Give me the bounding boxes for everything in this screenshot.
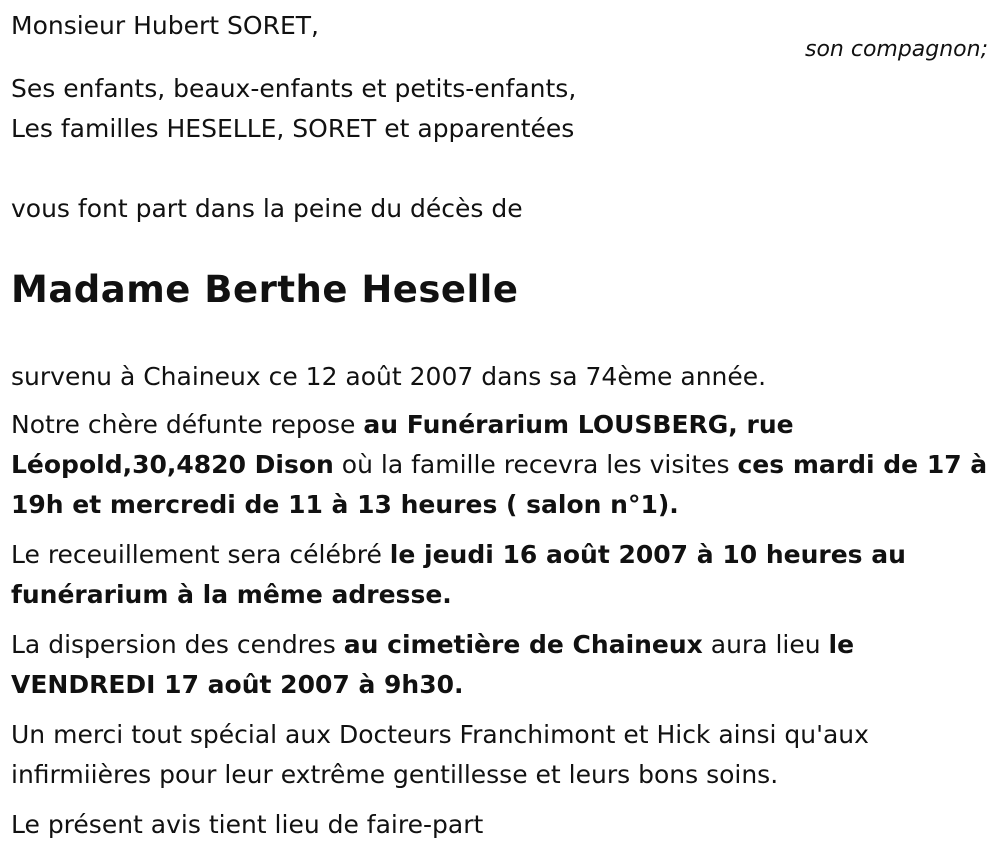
family-line-companion: Monsieur Hubert SORET,	[11, 11, 319, 40]
receuillement-details: le jeudi 16 août 2007 à 10 heures au funérarium à la même adresse.	[11, 540, 906, 609]
thanks-paragraph: Un merci tout spécial aux Docteurs Franchimont et Hick ainsi qu'aux infirmiières pour leur extrême gentillesse et leurs bons soins.	[11, 720, 869, 789]
dispersion-date: le VENDREDI 17 août 2007 à 9h30.	[11, 630, 855, 699]
dispersion-paragraph	[11, 625, 996, 705]
repose-text-1: Notre chère défunte repose	[11, 410, 364, 439]
deceased-name: Madame Berthe Heselle	[11, 268, 519, 311]
repose-location: au Funérarium LOUSBERG, rue Léopold,30,4820 Dison	[11, 410, 794, 479]
companion-relation-note: son compagnon;	[804, 37, 988, 62]
family-line-children: Ses enfants, beaux-enfants et petits-enfants,	[11, 74, 577, 103]
visiting-hours: ces mardi de 17 à 19h et mercredi de 11 à 13 heures ( salon n°1).	[11, 450, 988, 519]
footer-note: Le présent avis tient lieu de faire-part	[11, 810, 484, 839]
receuillement-text-1: Le receuillement sera célébré	[11, 540, 390, 569]
repose-text-2: où la famille recevra les visites	[333, 450, 738, 479]
family-line-families: Les familles HESELLE, SORET et apparentées	[11, 114, 575, 143]
dispersion-location: au cimetière de Chaineux	[343, 630, 703, 659]
repose-paragraph	[11, 405, 996, 525]
death-info: survenu à Chaineux ce 12 août 2007 dans sa 74ème année.	[11, 362, 767, 391]
announcement-text: vous font part dans la peine du décès de	[11, 194, 523, 223]
dispersion-text-1: La dispersion des cendres	[11, 630, 344, 659]
receuillement-paragraph	[11, 535, 996, 615]
dispersion-text-2: aura lieu	[702, 630, 829, 659]
